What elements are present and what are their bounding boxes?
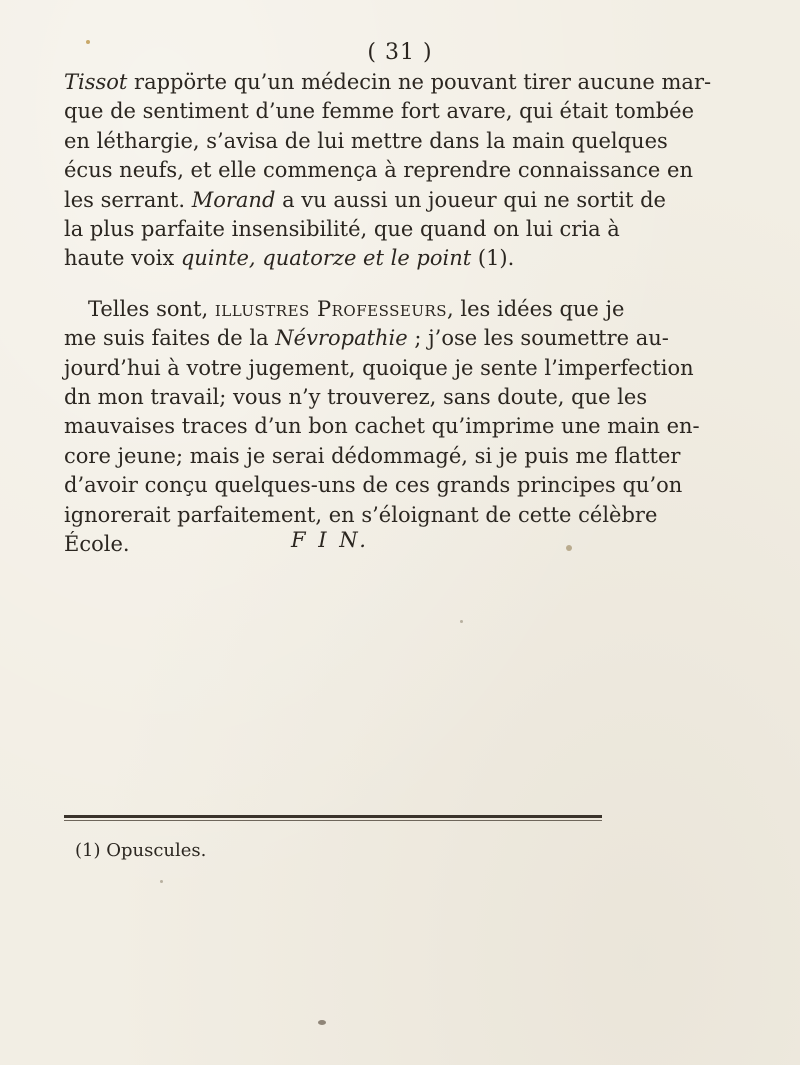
page-number: ( 31 ) [367, 40, 433, 65]
text-line: jourd’hui à votre jugement, quoique je sente l’imperfection [64, 355, 694, 380]
footnote-rule-thin [64, 820, 602, 821]
text-line: ignorerait parfaitement, en s’éloignant de cette célèbre [64, 502, 658, 527]
text-line: en léthargie, s’avisa de lui mettre dans la main quelques [64, 128, 668, 153]
text-line: me suis faites de la Névropathie ; j’ose les soumettre au- [64, 326, 669, 351]
footnote-rule [64, 815, 602, 818]
paper-speck [86, 40, 90, 44]
paper-speck [460, 620, 463, 623]
text-line: École. [64, 532, 130, 557]
text-line: que de sentiment d’une femme fort avare, qui était tombée [64, 99, 695, 124]
text-line: mauvaises traces d’un bon cachet qu’imprime une main en- [64, 414, 700, 439]
footnote: (1) Opuscules. [75, 840, 207, 861]
body-text [64, 68, 712, 560]
text-line: d’avoir conçu quelques-uns de ces grands principes qu’on [64, 473, 683, 498]
text-line: la plus parfaite insensibilité, que quand on lui cria à [64, 217, 620, 242]
text-line: haute voix quinte, quatorze et le point (1). [64, 246, 515, 271]
fin-heading: F I N. [291, 528, 369, 552]
paragraph-1 [64, 68, 712, 274]
paper-speck [160, 880, 163, 883]
paper-speck [318, 1020, 326, 1025]
text-line: Telles sont, illustres Professeurs, les idées que je [88, 296, 625, 321]
text-line: core jeune; mais je serai dédommagé, si je puis me flatter [64, 443, 681, 468]
text-line: écus neufs, et elle commença à reprendre connaissance en [64, 158, 693, 183]
text-line: les serrant. Morand a vu aussi un joueur qui ne sortit de [64, 187, 666, 212]
text-line: Tissot rappörte qu’un médecin ne pouvant tirer aucune mar- [64, 70, 712, 94]
paragraph-2 [64, 295, 700, 560]
paper-speck [566, 545, 572, 551]
text-line: dn mon travail; vous n’y trouverez, sans doute, que les [64, 385, 648, 410]
